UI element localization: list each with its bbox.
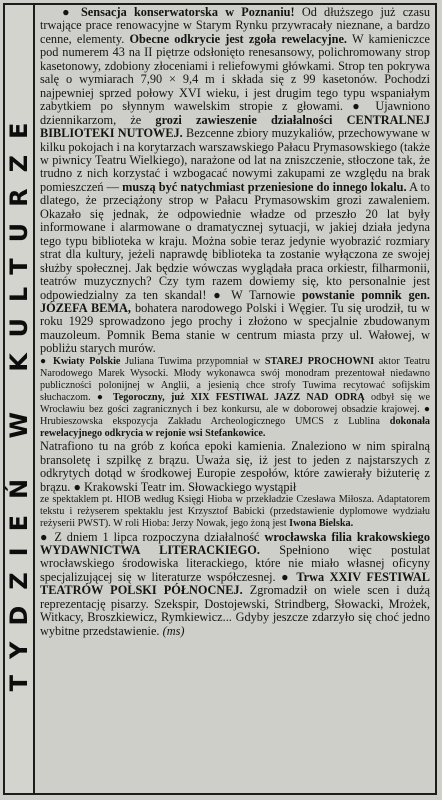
- highlight-4: Iwona Bielska.: [289, 518, 354, 530]
- paragraph-2: [40, 356, 430, 441]
- text-1a: Od dłuższego już czasu trwające prace renowacyjne w Starym Rynku przywracały nieznane, a bardzo cenne, elementy.: [40, 6, 430, 46]
- paragraph-5: [40, 531, 430, 639]
- column-title: TYDZIEŃ W KULTURZE: [5, 106, 33, 692]
- highlight-3: STAREJ PROCHOWNI: [264, 355, 375, 367]
- text-2a: Juliana Tuwima przypomniał w: [120, 355, 265, 367]
- text-1c: Ujawniono dziennikarzom, że: [40, 99, 430, 127]
- bullet-icon: ●: [423, 404, 430, 416]
- headline-6: dokonała rewelacyjnego odkrycia w rejonie wsi Stefankowice.: [40, 416, 430, 440]
- bullet-icon: ●: [96, 392, 113, 404]
- bullet-icon: ●: [281, 569, 297, 584]
- paragraph-3: [40, 440, 430, 494]
- article-body: [40, 6, 430, 792]
- text-5b: Spełniono więc postulat wrocławskiego środowiska literackiego, które nie miało własnej oficyny specjalizującej się w literaturze współczesnej.: [40, 542, 430, 584]
- text-1b: W kamieniczce pod numerem 43 na II piętrze odsłonięto renesansowy, polichromowany strop kasetonowy, zdobiony złoceniami i reliefowymi główkami. Strop ten pokrywa salę o wymiarach 7,90 × 9,4 m i składa się z 99 kasetonów. Pochodzi najpewniej sprzed połowy XVI wieku, i jest drugim tego typu wspaniałym zabytkiem po słynnym wawelskim stropie z głowami.: [40, 31, 430, 114]
- text-2b: aktor Teatru Narodowego Marek Wysocki. Młody wykonawca swój monodram prezentował niedawno publiczności polonijnej w Anglii, a jesienią chce strofy Tuwima recytować sofijskim słuchaczom.: [40, 355, 430, 404]
- bullet-icon: ●: [40, 529, 55, 544]
- text-2d: Hrubieszowska ekspozycja Zakładu Archeologicznego UMCS z Lublina: [40, 416, 390, 428]
- bullet-icon: ●: [40, 355, 53, 367]
- headline-8: Trwa XXIV FESTIWAL TEATRÓW POLSKI PÓŁNOCNEJ.: [40, 569, 430, 598]
- headline-1: Sensacja konserwatorska w Poznaniu!: [80, 6, 295, 19]
- bullet-icon: ●: [73, 479, 84, 494]
- text-3a: Natrafiono tu na grób z końca epoki kamienia. Znaleziono w nim spiralną bransoletę i szpilkę z brązu. Uważa się, iż jest to jeden z najstarszych z odkrytych dotąd w środkowej Europie zespołów, które zawierały biżuterię z brązu.: [40, 439, 430, 494]
- author-signature: (ms): [162, 623, 185, 638]
- text-5c: Zgromadził on wiele scen i dużą reprezentację pisarzy. Szekspir, Dostojewski, Strindberg, Słowacki, Mrożek, Witkacy, Broszkiewicz, Rymkiewicz... Gdyby jeszcze zdarzyło się choć jedno wybitne przedstawienie.: [40, 583, 430, 638]
- headline-5: Tegoroczny, już XIX FESTIWAL JAZZ NAD ODRĄ: [112, 392, 365, 404]
- headline-7: wrocławska filia krakowskiego WYDAWNICTWA LITERACKIEGO.: [40, 529, 430, 557]
- bullet-icon: ●: [58, 6, 81, 19]
- text-2c: odbył się we Wrocławiu bez gości zagranicznych i bez konkursu, ale w doborowej obsadzie krajowej.: [40, 392, 430, 416]
- headline-3: powstanie pomnik gen. JÓZEFA BEMA,: [40, 287, 430, 315]
- highlight-2: muszą być natychmiast przeniesione do innego lokalu.: [122, 179, 407, 194]
- highlight-1: Obecne odkrycie jest zgoła rewelacyjne.: [129, 31, 348, 46]
- headline-4: Kwiaty Polskie: [52, 355, 121, 367]
- bullet-icon: ●: [213, 287, 232, 302]
- text-3b: Krakowski Teatr im. Słowackiego wystąpił: [83, 479, 297, 494]
- column-sidebar: [5, 5, 35, 793]
- text-1f: W Tarnowie: [231, 287, 303, 302]
- paragraph-1: [40, 6, 430, 356]
- text-5a: Z dniem 1 lipca rozpoczyna działalność: [54, 529, 265, 544]
- text-1e: A to dlatego, że przeciążony strop w Pałacu Prymasowskim grozi zawaleniem. Okazało się jednak, że odpowiednie władze od przeszło 20 lat były informowane i alarmowane o dramatycznej sytuacji, w jakiej działa jedyna tego typu biblioteka w kraju. Można sobie teraz jedynie wyobrazić rozmiary strat dla kultury, jeżeli naprawdę biblioteka ta zostanie wyłączona ze swojej służby społecznej. Jak będzie wówczas wyglądała praca orkiestr, filharmonii, teatrów muzycznych? Czy tym razem dowiemy się, kto personalnie jest odpowiedzialny za ten skandal!: [40, 179, 430, 302]
- paragraph-4: [40, 494, 430, 530]
- text-1d: Bezcenne zbiory muzykaliów, przechowywane w kilku pokojach i na korytarzach warszawskiego Pałacu Prymasowskiego (także w piwnicy Teatru Wielkiego), narażone od lat na zniszczenie, stłoczone tak, że trudno z nich korzystać i wzbogacać nowymi zakupami ze względu na brak pomieszczeń —: [40, 126, 430, 194]
- text-4a: ze spektaklem pt. HIOB według Księgi Hioba w przekładzie Czesława Miłosza. Adaptatorem tekstu i reżyserem spektaklu jest Krzysztof Babicki (przedstawienie dyplomowe wydziału reżyserii PWST). W roli Hioba: Jerzy Nowak, jego żoną jest: [40, 494, 430, 530]
- bullet-icon: ●: [352, 99, 376, 114]
- text-1g: bohatera narodowego Polski i Węgier. Tu się urodził, tu w roku 1929 sprowadzono jego prochy i złożono w specjalnie zbudowanym mauzoleum. Pomnik Bema stanie w centrum miasta przy ul. Wałowej, w pobliżu starych murów.: [40, 300, 430, 356]
- headline-2: grozi zawieszenie działalności CENTRALNEJ BIBLIOTEKI NUTOWEJ.: [40, 112, 430, 141]
